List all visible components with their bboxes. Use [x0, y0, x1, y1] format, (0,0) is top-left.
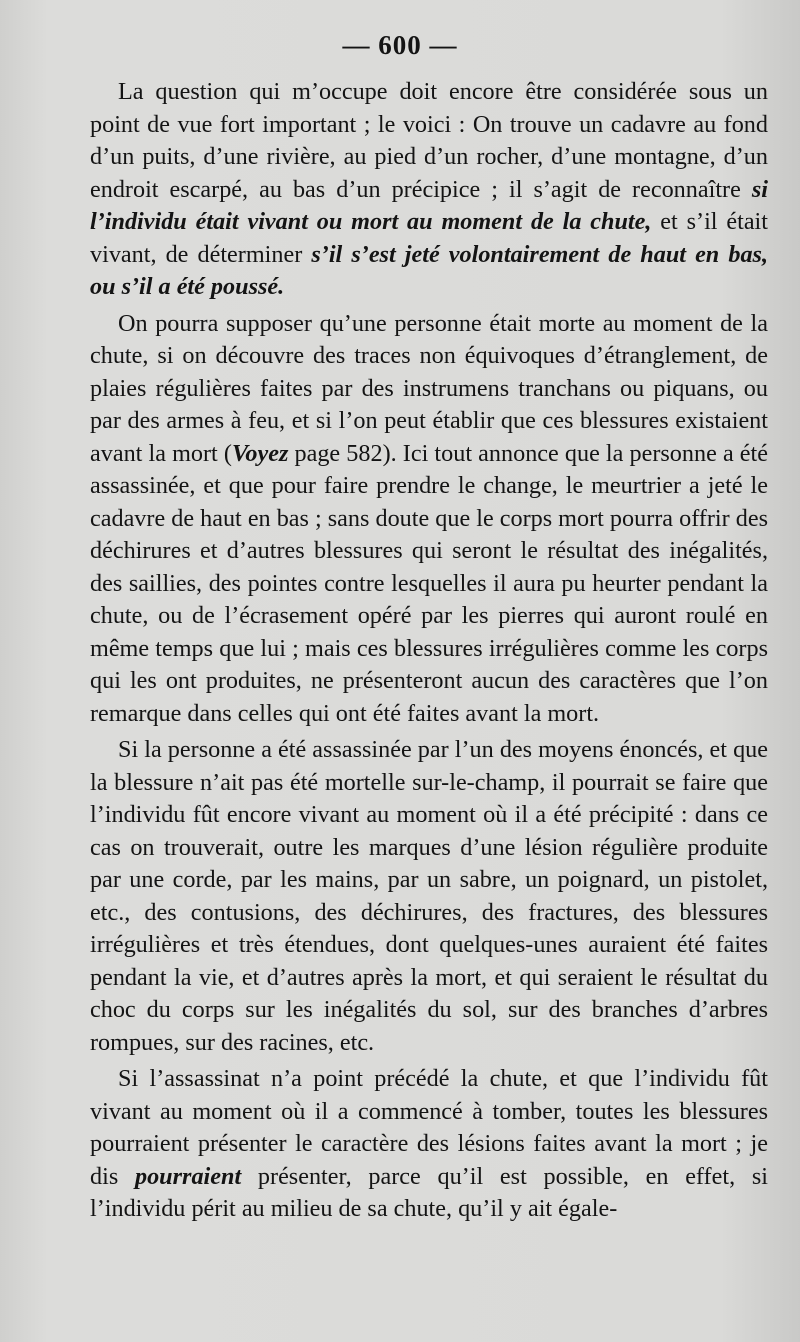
paragraph-1 — [90, 76, 768, 304]
italic-segment: pourraient — [134, 1162, 242, 1190]
body-text — [90, 76, 768, 1226]
text-segment: Si l’assassinat n’a point précédé la chute, et que l’individu fût vivant au moment où il a commencé à tomber, toutes les blessures pourraient présenter le caractère des lésions faites avant la mort ; je dis — [90, 1065, 768, 1190]
text-segment: On pourra supposer qu’une personne était morte au moment de la chute, si on découvre des traces non équivoques d’étranglement, de plaies régulières faites par des instrumens tranchans ou piquans, ou par des armes à feu, et si l’on peut établir que ces blessures existaient avant la mort ( — [90, 309, 768, 467]
paragraph-2 — [90, 308, 768, 731]
text-segment: Si la personne a été assassinée par l’un des moyens énoncés, et que la blessure n’ait pas été mortelle sur-le-champ, il pourrait se faire que l’individu fût encore vivant au moment où il a été précipité : dans ce cas on trouverait, outre les marques d’une lésion régulière produite par une corde, par les mains, par un sabre, un poignard, un pistolet, etc., des contusions, des déchirures, des fractures, des blessures irrégulières et très étendues, dont quelques-unes auraient été faites pendant la vie, et d’autres après la mort, et qui seraient le résultat du choc du corps sur les inégalités du sol, sur des branches d’arbres rompues, sur des racines, etc. — [90, 736, 768, 1056]
text-segment: et s’il était vivant, de déterminer — [90, 208, 768, 268]
text-segment: présenter, parce qu’il est possible, en effet, si l’individu périt au milieu de sa chute, qu’il y ait égale- — [90, 1162, 768, 1222]
paragraph-3 — [90, 734, 768, 1059]
italic-segment: si l’individu était vivant ou mort au moment de la chute, — [90, 175, 768, 235]
page-number: — 600 — — [342, 30, 458, 60]
italic-segment: s’il s’est jeté volontairement de haut en bas, ou s’il a été poussé. — [90, 240, 768, 300]
italic-segment: Voyez — [231, 439, 289, 467]
text-segment: La question qui m’occupe doit encore être considérée sous un point de vue fort important ; le voici : On trouve un cadavre au fond d’un puits, d’une rivière, au pied d’un rocher, d’une montagne, d’un endroit escarpé, au bas d’un précipice ; il s’agit de reconnaître — [90, 78, 768, 203]
text-segment: page 582). Ici tout annonce que la personne a été assassinée, et que pour faire prendre le change, le meurtrier a jeté le cadavre de haut en bas ; sans doute que le corps mort pourra offrir des déchirures et d’autres blessures qui seront le résultat des inégalités, des saillies, des pointes contre lesquelles il aura pu heurter pendant la chute, ou de l’écrasement opéré par les pierres qui auront roulé en même temps que lui ; mais ces blessures irrégulières comme les corps qui les ont produites, ne présenteront aucun des caractères que l’on remarque dans celles qui ont été faites avant la mort. — [90, 439, 768, 727]
paragraph-4 — [90, 1063, 768, 1226]
